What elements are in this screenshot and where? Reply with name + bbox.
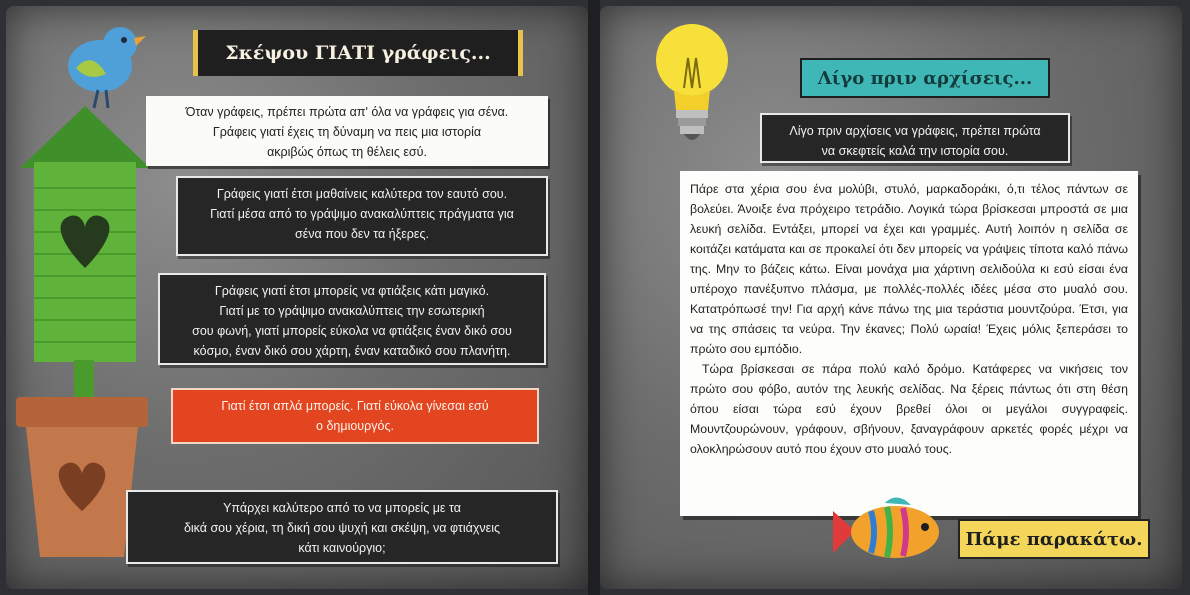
- paragraph-2: Τώρα βρίσκεσαι σε πάρα πολύ καλό δρόμο. Κατάφερες να νικήσεις τον πρώτο σου φόβο, αυτόν της λευκής σελίδας. Να ξέρεις πάντως ότι στη θέση όπου είσαι τώρα εσύ έχουν βρεθεί όλοι οι μεγάλοι συγγραφείς. Μουντζουρώνουν, γράφουν, σβήνουν, ξαναγράφουν αρκετές φορές μέχρι να ολοκληρώσουν αυτό που έχουν στο μυαλό τους.: [690, 362, 1128, 456]
- intro-box: Λίγο πριν αρχίσεις να γράφεις, πρέπει πρώτα να σκεφτείς καλά την ιστορία σου.: [760, 113, 1070, 163]
- light-bulb-icon: [650, 18, 735, 158]
- birdhouse-icon: [10, 98, 160, 398]
- fish-icon: [825, 491, 955, 571]
- page-title-before-you-start: Λίγο πριν αρχίσεις...: [800, 58, 1050, 98]
- right-page: [600, 6, 1182, 589]
- next-page-button[interactable]: Πάμε παρακάτω.: [958, 519, 1150, 559]
- text-box-why-2: Γράφεις γιατί έτσι μαθαίνεις καλύτερα τον εαυτό σου. Γιατί μέσα από το γράψιμο ανακαλύπτεις πράγματα για σένα που δεν τα ήξερες.: [176, 176, 548, 256]
- left-page: [6, 6, 588, 589]
- page-title-why-write: Σκέψου ΓΙΑΤΙ γράφεις...: [193, 30, 523, 76]
- text-box-why-5: Υπάρχει καλύτερο από το να μπορείς με τα δικά σου χέρια, τη δική σου ψυχή και σκέψη, να φτιάχνεις κάτι καινούργιο;: [126, 490, 558, 564]
- text-box-why-3: Γράφεις γιατί έτσι μπορείς να φτιάξεις κάτι μαγικό. Γιατί με το γράψιμο ανακαλύπτεις την εσωτερική σου φωνή, γιατί μπορείς εύκολα να φτιάξεις έναν δικό σου κόσμο, έναν δικό σου χάρτη, έναν καταδικό σου πλανήτη.: [158, 273, 546, 365]
- main-text-box: [680, 171, 1138, 516]
- bird-icon: [58, 16, 148, 111]
- paragraph-1: Πάρε στα χέρια σου ένα μολύβι, στυλό, μαρκαδοράκι, ό,τι τέλος πάντων σε βολεύει. Άνοιξε ένα πρόχειρο τετράδιο. Λογικά τώρα βρίσκεσαι μπροστά σε μια λευκή σελίδα. Εντάξει, μπορεί να έχει και γραμμές. Αυτή λοιπόν η σελίδα σε κοιτάζει κατάματα και σε προκαλεί ότι δεν μπορείς να γράψεις τίποτα καλό πάνω της. Μην το βάζεις κάτω. Είναι μονάχα μια χάρτινη σελιδούλα κι εσύ είσαι ένα υπέροχο πανέξυπνο πλάσμα, με πολλές-πολλές ιδέες μέσα στο μυαλό σου. Κατατρόπωσέ την! Για αρχή κάνε πάνω της μια τεράστια μουντζούρα. Έτσι, για να της σπάσεις τα νεύρα. Την έκανες; Πολύ ωραία! Έχεις μόλις ξεπεράσει το πρώτο σου εμπόδιο.: [690, 182, 1128, 356]
- text-box-why-1: Όταν γράφεις, πρέπει πρώτα απ' όλα να γράφεις για σένα. Γράφεις γιατί έχεις τη δύναμη να πεις μια ιστορία ακριβώς όπως τη θέλεις εσύ.: [146, 96, 548, 166]
- text-box-why-4: Γιατί έτσι απλά μπορείς. Γιατί εύκολα γίνεσαι εσύ ο δημιουργός.: [171, 388, 539, 444]
- book-spine: [588, 0, 600, 595]
